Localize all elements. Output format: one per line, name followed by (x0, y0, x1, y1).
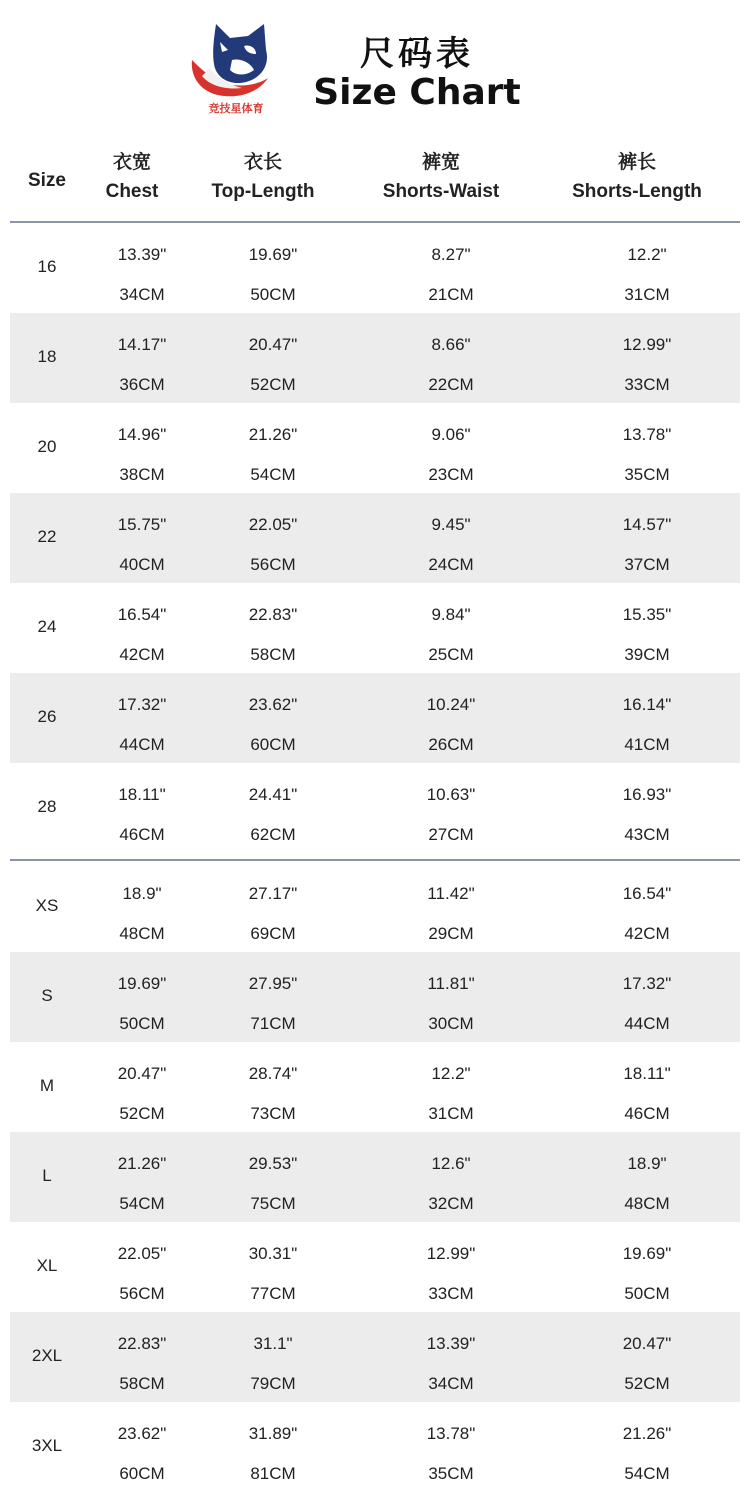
cm-value: 48CM (119, 924, 165, 943)
inch-value: 19.69" (622, 1244, 672, 1263)
cm-value: 36CM (119, 375, 165, 394)
inch-value: 16.54" (117, 605, 167, 624)
size-label: 20 (37, 437, 57, 456)
inch-value: 18.9" (627, 1154, 667, 1173)
inch-value: 12.2" (627, 245, 667, 264)
cm-value: 62CM (250, 825, 296, 844)
inch-value: 18.11" (623, 1064, 671, 1083)
inch-value: 30.31" (248, 1244, 298, 1263)
cm-value: 44CM (624, 1014, 670, 1033)
cm-value: 22CM (428, 375, 474, 394)
size-label: S (41, 986, 53, 1005)
size-label: XL (36, 1256, 58, 1275)
table-row (10, 403, 740, 493)
table-row (10, 1222, 740, 1312)
cm-value: 38CM (119, 465, 165, 484)
cm-value: 56CM (250, 555, 296, 574)
column-header-en: Shorts-Length (572, 181, 702, 202)
cm-value: 43CM (624, 825, 670, 844)
header (0, 0, 750, 130)
column-header-en: Shorts-Waist (382, 181, 500, 202)
cm-value: 60CM (250, 735, 296, 754)
size-label: 3XL (31, 1436, 63, 1455)
size-label: XS (35, 896, 59, 915)
cm-value: 46CM (119, 825, 165, 844)
inch-value: 17.32" (117, 695, 167, 714)
size-label: 22 (37, 527, 57, 546)
inch-value: 9.45" (431, 515, 471, 534)
size-label: 28 (37, 797, 57, 816)
table-row (10, 862, 740, 952)
inch-value: 9.84" (431, 605, 471, 624)
cm-value: 21CM (428, 285, 474, 304)
size-label: 18 (37, 347, 57, 366)
cm-value: 33CM (624, 375, 670, 394)
inch-value: 31.89" (248, 1424, 298, 1443)
cm-value: 69CM (250, 924, 296, 943)
table-row (10, 493, 740, 583)
cm-value: 77CM (250, 1284, 296, 1303)
cm-value: 56CM (119, 1284, 165, 1303)
inch-value: 16.14" (622, 695, 672, 714)
inch-value: 22.05" (117, 1244, 167, 1263)
cm-value: 46CM (624, 1104, 670, 1123)
column-header-cn: 衣宽 (112, 151, 151, 173)
inch-value: 22.83" (117, 1334, 167, 1353)
cm-value: 31CM (624, 285, 670, 304)
inch-value: 20.47" (248, 335, 298, 354)
inch-value: 15.35" (622, 605, 672, 624)
inch-value: 19.69" (248, 245, 298, 264)
cm-value: 40CM (119, 555, 165, 574)
inch-value: 24.41" (248, 785, 298, 804)
cm-value: 32CM (428, 1194, 474, 1213)
cm-value: 73CM (250, 1104, 296, 1123)
cm-value: 29CM (428, 924, 474, 943)
size-column-header: Size (27, 170, 67, 191)
cm-value: 79CM (250, 1374, 296, 1393)
inch-value: 12.99" (622, 335, 672, 354)
size-label: 16 (37, 257, 57, 276)
column-header-cn: 裤宽 (421, 151, 460, 173)
cm-value: 41CM (624, 735, 670, 754)
inch-value: 14.17" (117, 335, 167, 354)
table-row (10, 1402, 740, 1492)
cm-value: 39CM (624, 645, 670, 664)
column-header-cn: 裤长 (617, 151, 656, 173)
inch-value: 14.96" (117, 425, 167, 444)
column-header-chest (62, 150, 202, 204)
inch-value: 21.26" (117, 1154, 167, 1173)
inch-value: 20.47" (117, 1064, 167, 1083)
inch-value: 12.2" (431, 1064, 471, 1083)
table-row (10, 763, 740, 853)
inch-value: 9.06" (431, 425, 471, 444)
cm-value: 44CM (119, 735, 165, 754)
cm-value: 37CM (624, 555, 670, 574)
inch-value: 27.95" (248, 974, 298, 993)
inch-value: 17.32" (622, 974, 672, 993)
inch-value: 22.05" (248, 515, 298, 534)
inch-value: 12.99" (426, 1244, 476, 1263)
cm-value: 24CM (428, 555, 474, 574)
column-header-en: Chest (105, 181, 159, 202)
cm-value: 42CM (119, 645, 165, 664)
table-row (10, 223, 740, 313)
table-row (10, 952, 740, 1042)
size-label: 26 (37, 707, 57, 726)
size-label: M (39, 1076, 55, 1095)
column-header-top-length (188, 150, 338, 204)
cm-value: 54CM (250, 465, 296, 484)
column-header-shorts-waist (361, 150, 521, 204)
inch-value: 10.63" (426, 785, 476, 804)
page-title-en: Size Chart (313, 72, 521, 113)
inch-value: 11.81" (427, 974, 475, 993)
inch-value: 14.57" (622, 515, 672, 534)
inch-value: 12.6" (431, 1154, 471, 1173)
cm-value: 54CM (624, 1464, 670, 1483)
inch-value: 18.9" (122, 884, 162, 903)
cm-value: 52CM (119, 1104, 165, 1123)
inch-value: 21.26" (248, 425, 298, 444)
inch-value: 28.74" (248, 1064, 298, 1083)
inch-value: 23.62" (117, 1424, 167, 1443)
inch-value: 29.53" (248, 1154, 298, 1173)
inch-value: 16.54" (622, 884, 672, 903)
inch-value: 16.93" (622, 785, 672, 804)
inch-value: 18.11" (118, 785, 166, 804)
inch-value: 20.47" (622, 1334, 672, 1353)
cm-value: 30CM (428, 1014, 474, 1033)
table-row (10, 583, 740, 673)
inch-value: 23.62" (248, 695, 298, 714)
section-divider (10, 859, 740, 861)
brand-name: 竞技星体育 (208, 102, 264, 115)
table-row (10, 1042, 740, 1132)
inch-value: 21.26" (622, 1424, 672, 1443)
inch-value: 27.17" (248, 884, 298, 903)
cm-value: 27CM (428, 825, 474, 844)
cm-value: 71CM (250, 1014, 296, 1033)
cm-value: 25CM (428, 645, 474, 664)
cm-value: 34CM (119, 285, 165, 304)
cm-value: 35CM (428, 1464, 474, 1483)
cm-value: 54CM (119, 1194, 165, 1213)
fox-logo-icon (186, 20, 286, 100)
column-header-shorts-length (547, 150, 727, 204)
cm-value: 34CM (428, 1374, 474, 1393)
page-title-cn: 尺码表 (360, 34, 474, 74)
table-row (10, 1312, 740, 1402)
size-label: 24 (37, 617, 57, 636)
cm-value: 35CM (624, 465, 670, 484)
cm-value: 50CM (119, 1014, 165, 1033)
column-header-en: Top-Length (211, 181, 315, 202)
cm-value: 31CM (428, 1104, 474, 1123)
inch-value: 10.24" (426, 695, 476, 714)
inch-value: 11.42" (427, 884, 475, 903)
cm-value: 52CM (250, 375, 296, 394)
inch-value: 13.39" (426, 1334, 476, 1353)
cm-value: 75CM (250, 1194, 296, 1213)
cm-value: 42CM (624, 924, 670, 943)
table-row (10, 1132, 740, 1222)
cm-value: 50CM (624, 1284, 670, 1303)
inch-value: 13.78" (622, 425, 672, 444)
inch-value: 8.27" (431, 245, 471, 264)
inch-value: 13.78" (426, 1424, 476, 1443)
size-label: L (42, 1166, 52, 1185)
cm-value: 52CM (624, 1374, 670, 1393)
inch-value: 19.69" (117, 974, 167, 993)
cm-value: 60CM (119, 1464, 165, 1483)
brand-logo (186, 20, 286, 116)
column-header-cn: 衣长 (243, 151, 282, 173)
cm-value: 23CM (428, 465, 474, 484)
inch-value: 8.66" (431, 335, 471, 354)
inch-value: 15.75" (117, 515, 167, 534)
table-row (10, 673, 740, 763)
cm-value: 48CM (624, 1194, 670, 1213)
inch-value: 22.83" (248, 605, 298, 624)
inch-value: 31.1" (253, 1334, 293, 1353)
cm-value: 58CM (119, 1374, 165, 1393)
cm-value: 26CM (428, 735, 474, 754)
cm-value: 81CM (250, 1464, 296, 1483)
cm-value: 50CM (250, 285, 296, 304)
cm-value: 33CM (428, 1284, 474, 1303)
cm-value: 58CM (250, 645, 296, 664)
table-row (10, 313, 740, 403)
inch-value: 13.39" (117, 245, 167, 264)
size-label: 2XL (31, 1346, 63, 1365)
